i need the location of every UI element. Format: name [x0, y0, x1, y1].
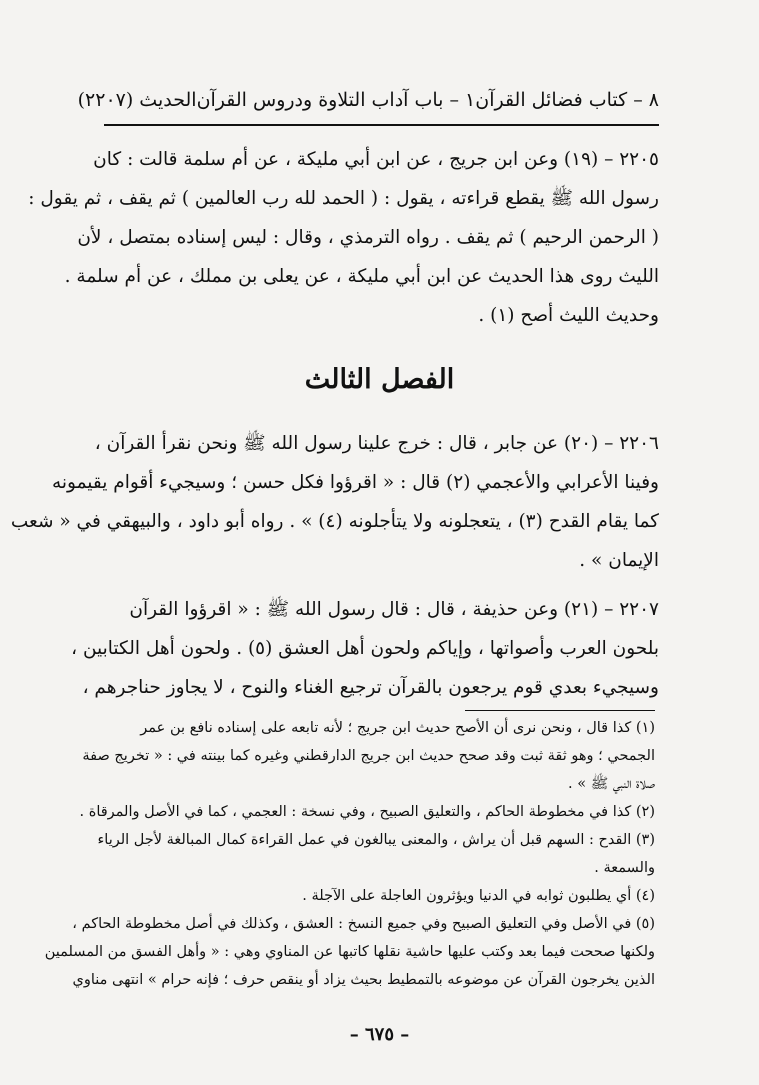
running-header	[77, 82, 659, 118]
footnotes	[44, 714, 655, 994]
footnote-line: صلاة النبي ﷺ » .	[568, 776, 655, 792]
hadith-2205	[28, 140, 659, 335]
text-line: بلحون العرب وأصواتها ، وإياكم ولحون أهل العشق (٥) . ولحون أهل الكتابين ،	[71, 638, 659, 659]
page-number: – ٦٧٥ –	[349, 1024, 410, 1045]
text-line: ٢٢٠٦ – (٢٠) عن جابر ، قال : خرج علينا رسول الله ﷺ ونحن نقرأ القرآن ،	[94, 433, 659, 454]
footnote-divider	[465, 710, 655, 711]
header-chapter-title: ١ – باب آداب التلاوة ودروس القرآن	[196, 89, 476, 111]
text-line: الليث روى هذا الحديث عن ابن أبي مليكة ، عن يعلى بن مملك ، عن أم سلمة .	[64, 266, 659, 287]
text-line: رسول الله ﷺ يقطع قراءته ، يقول : ( الحمد لله رب العالمين ) ثم يقف ، ثم يقول :	[28, 188, 659, 209]
hadith-2207	[71, 590, 659, 707]
footnote-line: الجمحي ؛ وهو ثقة ثبت وقد صحح حديث ابن جريج الدارقطني وغيره كما بينته في : « تخريج صفة	[82, 748, 655, 764]
text-line: الإيمان » .	[579, 550, 659, 571]
header-hadith-range: الحديث (٢٢٠٧)	[77, 89, 197, 111]
text-line: وسيجيء بعدي قوم يرجعون بالقرآن ترجيع الغناء والنوح ، لا يجاوز حناجرهم ،	[82, 677, 659, 698]
text-line: كما يقام القدح (٣) ، يتعجلونه ولا يتأجلونه (٤) » . رواه أبو داود ، والبيهقي في « شعب	[10, 511, 659, 532]
footnote-line: (٢) كذا في مخطوطة الحاكم ، والتعليق الصبيح ، وفي نسخة : العجمي ، كما في الأصل والمرقاة .	[79, 804, 655, 820]
hadith-2206	[10, 424, 659, 580]
footnote-line: ولكنها صححت فيما بعد وكتب عليها حاشية نقلها كاتبها عن المناوي وهي : « وأهل الفسق من المسلمين	[44, 944, 655, 960]
header-divider	[104, 124, 659, 126]
footnote-line: الذين يخرجون القرآن عن موضوعه بالتمطيط بحيث يزاد أو ينقص حرف ؛ فإنه حرام » انتهى مناوي	[72, 972, 655, 988]
text-line: ٢٢٠٧ – (٢١) وعن حذيفة ، قال : قال رسول الله ﷺ : « اقرؤوا القرآن	[129, 599, 659, 620]
footnote-line: (٥) في الأصل وفي التعليق الصبيح وفي جميع النسخ : العشق ، وكذلك في أصل مخطوطة الحاكم ،	[72, 916, 655, 932]
text-line: وحديث الليث أصح (١) .	[478, 305, 659, 326]
text-line: ٢٢٠٥ – (١٩) وعن ابن جريج ، عن ابن أبي مليكة ، عن أم سلمة قالت : كان	[93, 149, 659, 170]
footnote-line: (١) كذا قال ، ونحن نرى أن الأصح حديث ابن جريج ؛ لأنه تابعه على إسناده نافع بن عمر	[140, 720, 655, 736]
footnote-line: (٤) أي يطلبون ثوابه في الدنيا ويؤثرون العاجلة على الآجلة .	[302, 888, 655, 904]
header-book-title: ٨ – كتاب فضائل القرآن	[475, 89, 659, 111]
footnote-line: (٣) القدح : السهم قبل أن يراش ، والمعنى يبالغون في عمل القراءة كمال المبالغة لأجل الرياء	[97, 832, 655, 848]
text-line: ( الرحمن الرحيم ) ثم يقف . رواه الترمذي ، وقال : ليس إسناده بمتصل ، لأن	[77, 227, 659, 248]
section-title: الفصل الثالث	[304, 364, 455, 395]
text-line: وفينا الأعرابي والأعجمي (٢) قال : « اقرؤوا فكل حسن ؛ وسيجيء أقوام يقيمونه	[51, 472, 659, 493]
footnote-line: والسمعة .	[594, 860, 655, 876]
